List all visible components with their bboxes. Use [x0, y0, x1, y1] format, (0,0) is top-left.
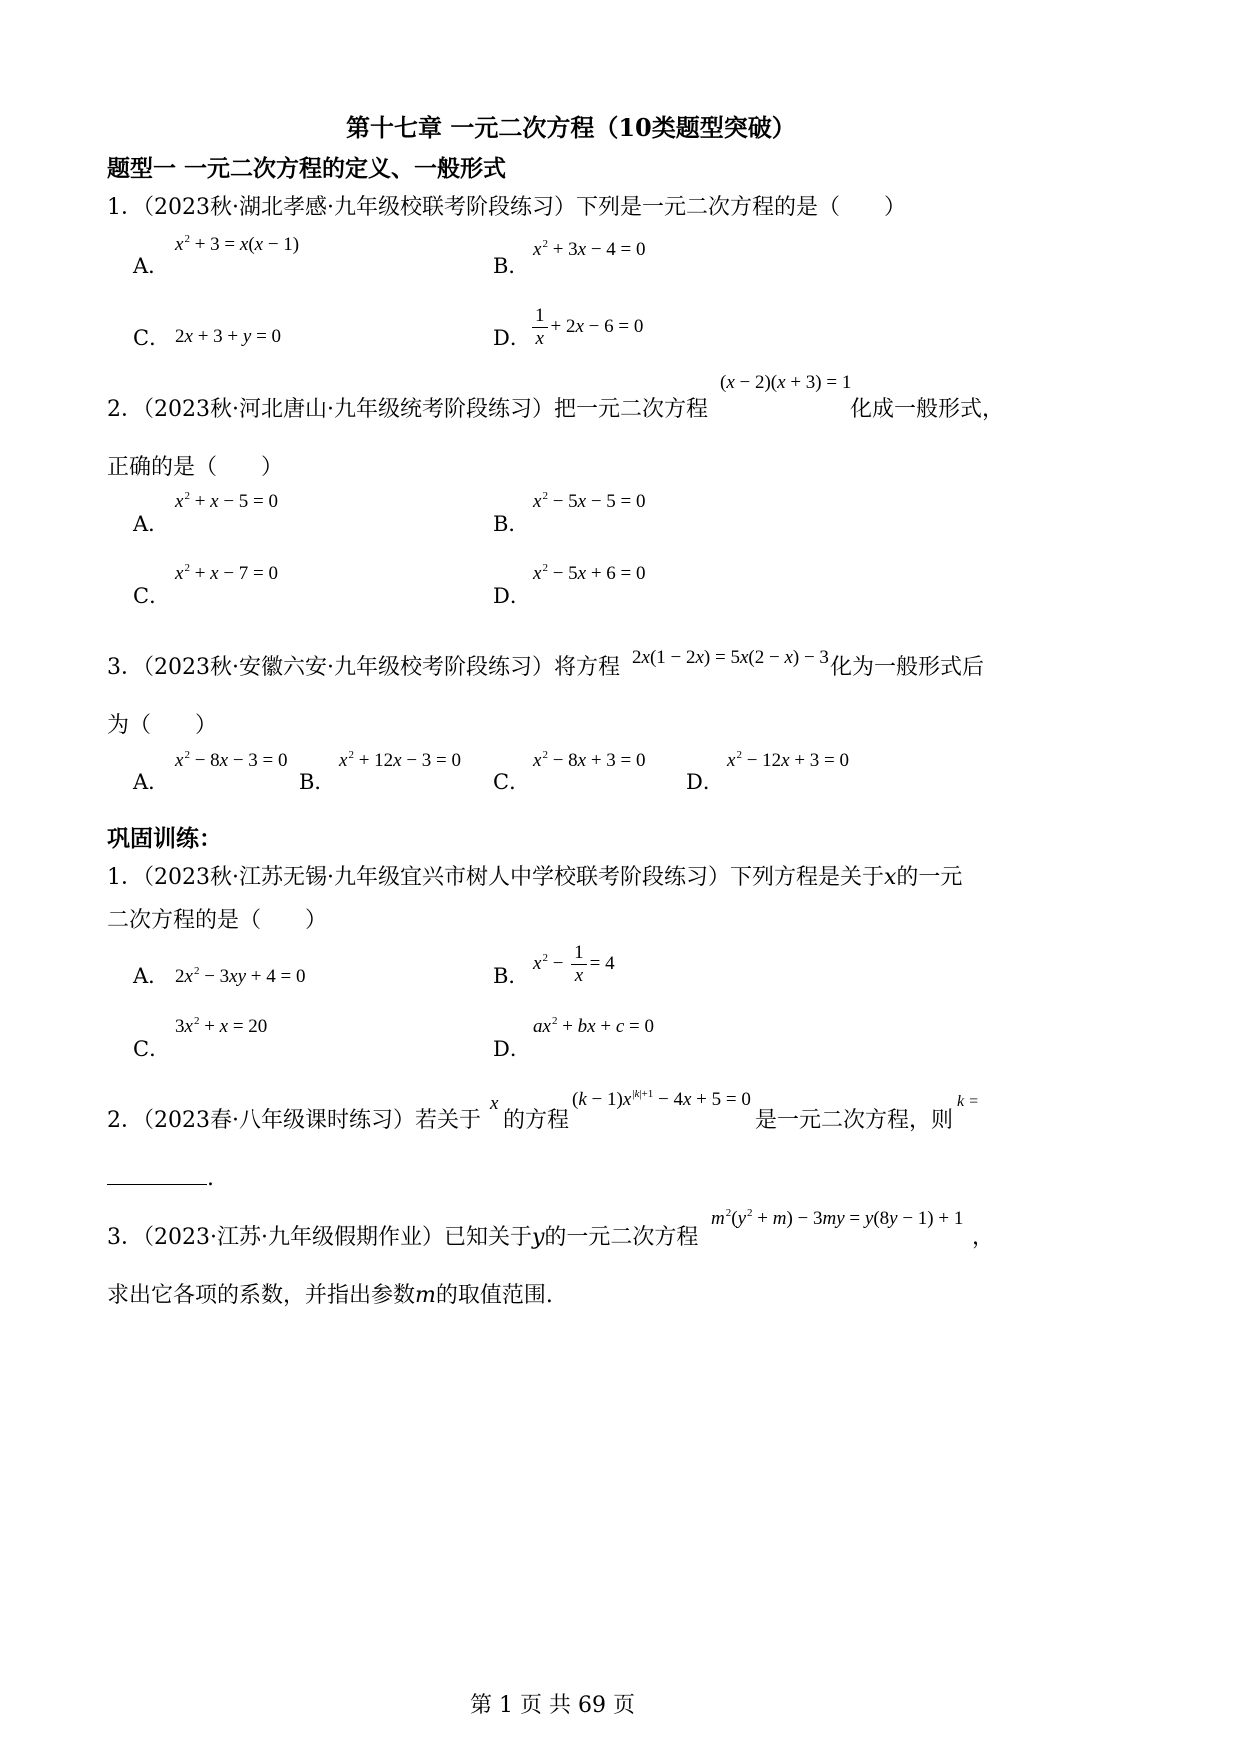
answer-line: . — [107, 1162, 214, 1191]
question-text-continued: ， — [972, 1225, 995, 1250]
option-a-formula: $x^2 + 3 = x(x - 1)$ — [175, 233, 300, 255]
question-text: （2023秋·安徽六安·九年级校考阶段练习）将方程 — [143, 655, 620, 680]
question-number: 3． — [107, 1225, 143, 1250]
option-b-label: B． — [493, 512, 530, 536]
option-d-label: D． — [493, 584, 531, 608]
practice-2-equation: $(k - 1)x^{|k|+1} - 4x + 5 = 0$ — [572, 1088, 751, 1110]
option-d-label: D． — [686, 770, 724, 794]
option-b-formula: $x^2$ − $\frac{1}{x}$ = 4 — [533, 942, 615, 986]
option-d-formula: $x^2 - 5x + 6 = 0$ — [533, 562, 646, 584]
option-a-label: A． — [133, 512, 170, 536]
question-2-equation: (x − 2)(x + 3) = 1 — [720, 372, 852, 393]
question-number: 1． — [107, 865, 143, 890]
question-text-continued: 是一元二次方程，则 — [755, 1108, 954, 1133]
option-d-label: D． — [493, 326, 531, 350]
question-text-line2: 二次方程的是（ ） — [107, 908, 328, 933]
question-text: （2023·江苏·九年级假期作业）已知关于 — [143, 1225, 532, 1250]
option-b-formula: $x^2 + 3x - 4 = 0$ — [533, 238, 646, 260]
option-a-formula: $2x^2 - 3xy + 4 = 0$ — [175, 965, 306, 987]
option-c-label: C． — [133, 584, 171, 608]
practice-2 — [107, 1103, 481, 1134]
practice-1 — [107, 860, 962, 891]
option-d-formula: $x^2 - 12x + 3 = 0$ — [727, 749, 850, 771]
page-title: 第十七章 一元二次方程（10类题型突破） — [346, 113, 796, 142]
option-c-formula: $x^2 - 8x + 3 = 0$ — [533, 749, 646, 771]
question-1 — [107, 190, 906, 221]
variable: y — [531, 1225, 545, 1250]
option-c-formula: 2x + 3 + y = 0 — [175, 326, 282, 347]
option-a-label: A． — [133, 964, 170, 988]
question-text-line2: 为（ ） — [107, 713, 218, 738]
option-c-formula: $x^2 + x - 7 = 0$ — [175, 562, 279, 584]
variable: m — [415, 1283, 436, 1308]
option-c-label: C． — [133, 326, 171, 350]
variable: x — [883, 865, 897, 890]
question-text: （2023秋·江苏无锡·九年级宜兴市树人中学校联考阶段练习）下列方程是关于 — [143, 865, 884, 890]
question-text: （2023春·八年级课时练习）若关于 — [143, 1108, 481, 1133]
option-b-label: B． — [493, 254, 530, 278]
question-2 — [107, 392, 708, 423]
variable: x — [490, 1093, 499, 1114]
question-text-continued: 化成一般形式， — [850, 397, 1005, 422]
option-d-label: D． — [493, 1037, 531, 1061]
variable-k: k = — [957, 1093, 979, 1110]
section-heading-practice: 巩固训练： — [107, 825, 222, 852]
answer-blank[interactable] — [107, 1162, 207, 1185]
option-b-label: B． — [493, 964, 530, 988]
question-text-continued: 的一元 — [896, 865, 963, 890]
page-footer: 第 1 页 共 69 页 — [470, 1693, 635, 1718]
question-text: （2023秋·湖北孝感·九年级校联考阶段练习）下列是一元二次方程的是（ ） — [143, 195, 906, 220]
option-c-label: C． — [133, 1037, 171, 1061]
question-text-continued: 化为一般形式后 — [830, 655, 985, 680]
option-c-formula: $3x^2 + x = 20$ — [175, 1015, 268, 1037]
question-text-line2: 求出它各项的系数，并指出参数m的取值范围. — [107, 1283, 553, 1308]
practice-3 — [107, 1220, 698, 1251]
question-text-line2: 正确的是（ ） — [107, 455, 284, 480]
question-number: 2． — [107, 397, 143, 422]
question-3-equation: 2x(1 − 2x) = 5x(2 − x) − 3 — [632, 647, 829, 668]
question-text-mid: 的方程 — [503, 1108, 570, 1133]
option-a-label: A． — [133, 770, 170, 794]
option-b-label: B． — [299, 770, 336, 794]
option-a-formula: $x^2 - 8x - 3 = 0$ — [175, 749, 288, 771]
option-d-formula: $\frac{1}{x}$ + 2x − 6 = 0 — [529, 305, 643, 350]
question-text: （2023秋·河北唐山·九年级统考阶段练习）把一元二次方程 — [143, 397, 708, 422]
question-number: 1． — [107, 195, 143, 220]
question-number: 3． — [107, 655, 143, 680]
option-a-label: A． — [133, 254, 170, 278]
question-text-mid: 的一元二次方程 — [544, 1225, 699, 1250]
option-a-formula: $x^2 + x - 5 = 0$ — [175, 490, 279, 512]
section-heading-definition: 题型一 一元二次方程的定义、一般形式 — [107, 155, 507, 182]
option-b-formula: $x^2 + 12x - 3 = 0$ — [339, 749, 462, 771]
practice-3-equation: $m^2(y^2 + m) - 3my = y(8y - 1) + 1$ — [711, 1207, 964, 1229]
question-3 — [107, 650, 620, 681]
option-c-label: C． — [493, 770, 531, 794]
option-b-formula: $x^2 - 5x - 5 = 0$ — [533, 490, 646, 512]
option-d-formula: $ax^2$ + bx + c = 0 — [533, 1015, 654, 1037]
question-number: 2． — [107, 1108, 143, 1133]
